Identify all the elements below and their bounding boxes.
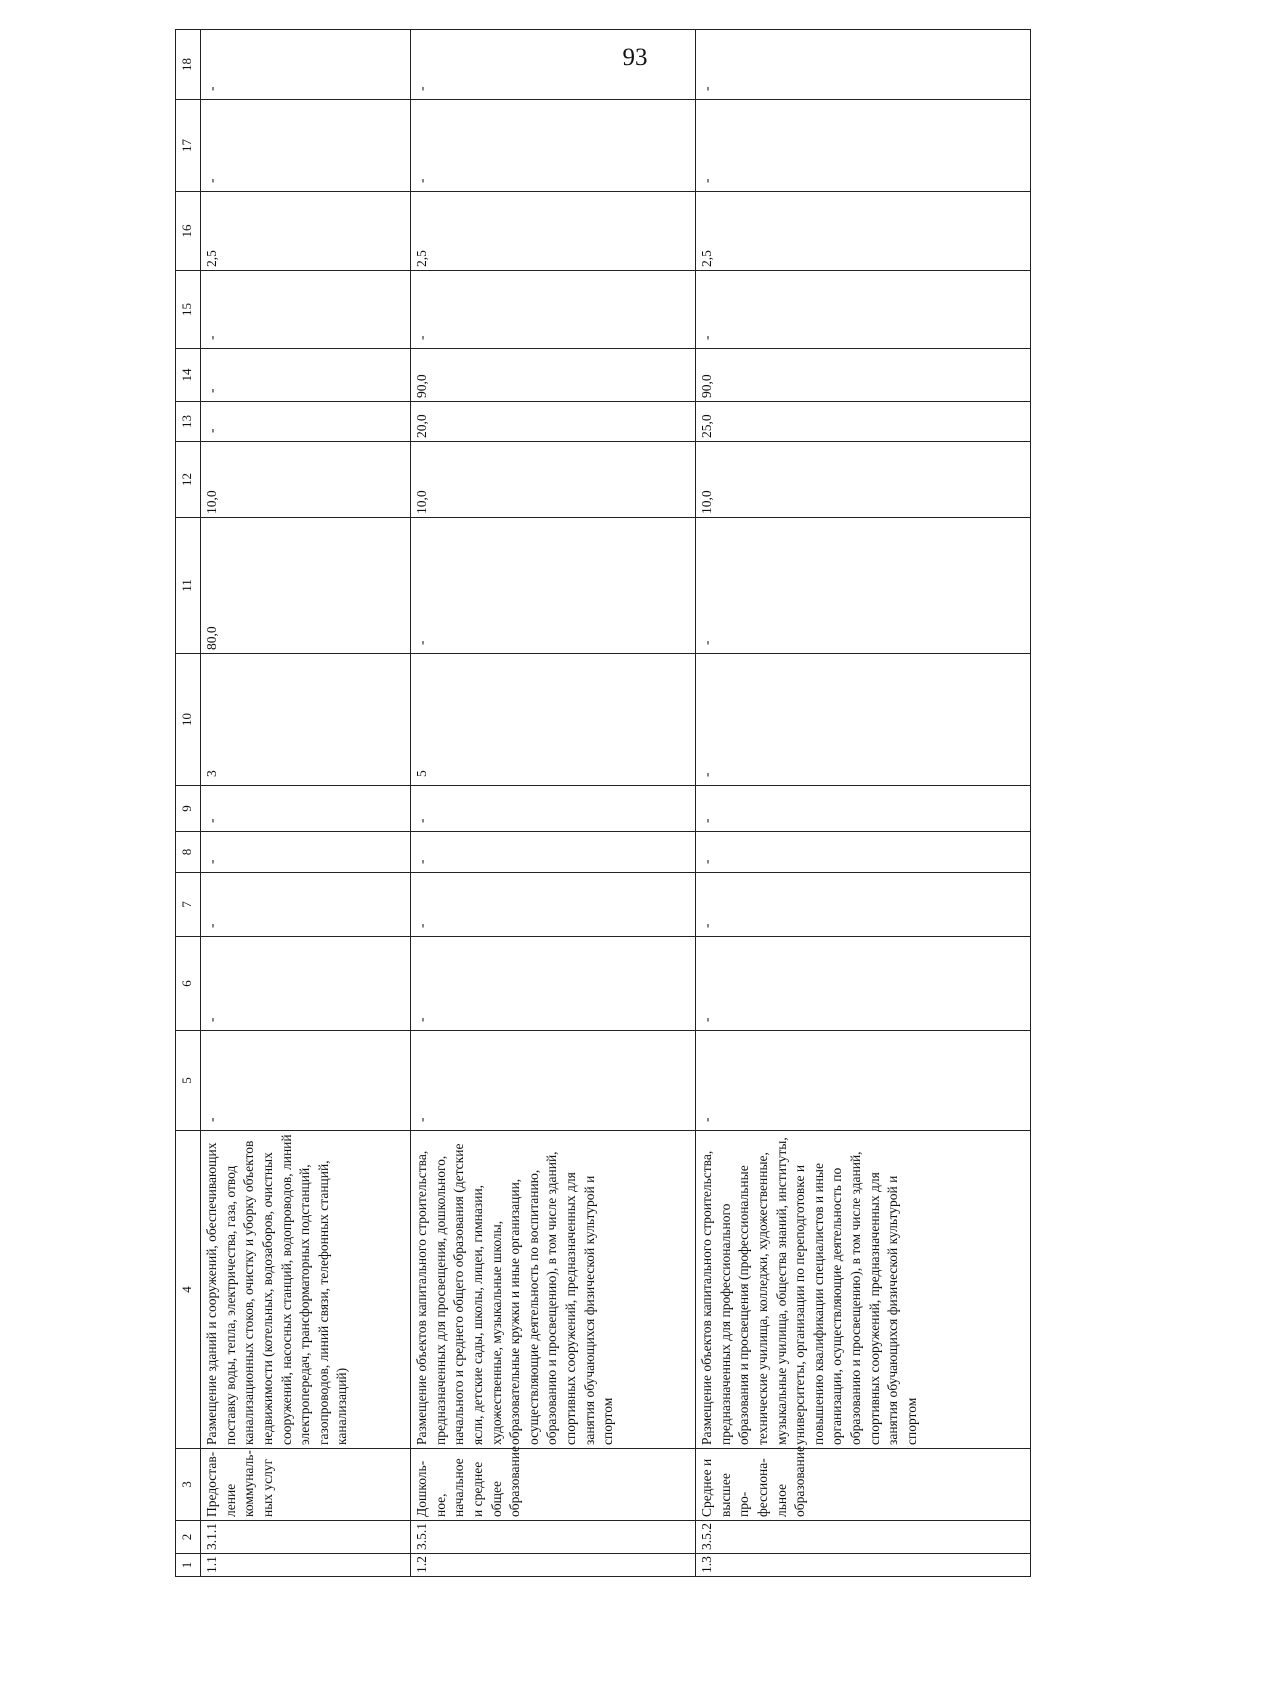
col-header: 8 bbox=[176, 832, 201, 873]
table-cell: - bbox=[411, 832, 696, 873]
col-header: 18 bbox=[176, 30, 201, 100]
use-name: Дошколь-ное, начальное и среднее общее образование bbox=[411, 1449, 696, 1521]
rotated-table-container bbox=[175, 58, 1025, 1577]
table-cell: 2,5 bbox=[201, 192, 411, 271]
table-cell: - bbox=[696, 30, 1031, 100]
table-cell: - bbox=[411, 518, 696, 654]
use-description: Размещение объектов капитального строительства, предназначенных для профессионального образования и просвещения (профессиональные технические училища, колледжи, художественные, музыкальные училища, общества знаний, институты, университеты, организации по переподготовке и повышению квалификации специалистов и иные организации, осуществляющие деятельность по образованию и просвещению), в том числе зданий, спортивных сооружений, предназначенных для занятия обучающихся физической культурой и спортом bbox=[696, 1131, 1031, 1449]
col-header: 11 bbox=[176, 518, 201, 654]
land-use-regulations-table bbox=[175, 29, 1031, 1577]
table-cell: 90,0 bbox=[411, 349, 696, 402]
table-cell: - bbox=[696, 518, 1031, 654]
table-cell: - bbox=[201, 1031, 411, 1131]
table-cell: 10,0 bbox=[411, 442, 696, 518]
table-cell: - bbox=[201, 832, 411, 873]
use-code: 3.5.1 bbox=[411, 1521, 696, 1554]
page-number: 93 bbox=[622, 44, 648, 71]
table-cell: - bbox=[696, 271, 1031, 349]
table-cell: 2,5 bbox=[696, 192, 1031, 271]
table-cell: - bbox=[201, 100, 411, 192]
table-cell: - bbox=[201, 873, 411, 937]
header-row bbox=[176, 30, 201, 1577]
row-number: 1.2 bbox=[411, 1554, 696, 1577]
table-cell: 10,0 bbox=[696, 442, 1031, 518]
col-header: 4 bbox=[176, 1131, 201, 1449]
col-header: 2 bbox=[176, 1521, 201, 1554]
table-cell: - bbox=[201, 349, 411, 402]
table-cell: - bbox=[411, 100, 696, 192]
col-header: 14 bbox=[176, 349, 201, 402]
use-code: 3.5.2 bbox=[696, 1521, 1031, 1554]
table-cell: - bbox=[411, 30, 696, 100]
table-cell: - bbox=[201, 937, 411, 1031]
table-cell: - bbox=[201, 30, 411, 100]
table-row bbox=[411, 30, 696, 1577]
table-row bbox=[201, 30, 411, 1577]
use-description: Размещение зданий и сооружений, обеспечивающих поставку воды, тепла, электричества, газа, отвод канализационных стоков, очистку и уборку объектов недвижимости (котельных, водозаборов, очистных сооружений, насосных станций, водопроводов, линий электропередач, трансформаторных подстанций, газопроводов, линий связи, телефонных станций, канализаций) bbox=[201, 1131, 411, 1449]
col-header: 13 bbox=[176, 402, 201, 442]
row-number: 1.3 bbox=[696, 1554, 1031, 1577]
table-cell: - bbox=[696, 832, 1031, 873]
table-cell: - bbox=[411, 873, 696, 937]
table-cell: 25,0 bbox=[696, 402, 1031, 442]
col-header: 10 bbox=[176, 654, 201, 786]
table-cell: - bbox=[411, 271, 696, 349]
use-description: Размещение объектов капитального строительства, предназначенных для просвещения, дошкольного, начального и среднего общего образования (детские ясли, детские сады, школы, лицеи, гимназии, художественные, музыкальные школы, образовательные кружки и иные организации, осуществляющие деятельность по воспитанию, образованию и просвещению), в том числе зданий, спортивных сооружений, предназначенных для занятия обучающихся физической культурой и спортом bbox=[411, 1131, 696, 1449]
col-header: 7 bbox=[176, 873, 201, 937]
table-cell: 80,0 bbox=[201, 518, 411, 654]
table-row bbox=[696, 30, 1031, 1577]
table-cell: - bbox=[411, 937, 696, 1031]
col-header: 17 bbox=[176, 100, 201, 192]
table-frame bbox=[175, 58, 1025, 1577]
table-cell: - bbox=[696, 786, 1031, 832]
table-cell: - bbox=[411, 786, 696, 832]
col-header: 15 bbox=[176, 271, 201, 349]
use-code: 3.1.1 bbox=[201, 1521, 411, 1554]
col-header: 3 bbox=[176, 1449, 201, 1521]
use-name: Среднее и высшее про-фессиона-льное образование bbox=[696, 1449, 1031, 1521]
col-header: 1 bbox=[176, 1554, 201, 1577]
use-name: Предостав-ление коммуналь-ных услуг bbox=[201, 1449, 411, 1521]
table-cell: - bbox=[696, 654, 1031, 786]
table-cell: - bbox=[201, 271, 411, 349]
table-cell: 5 bbox=[411, 654, 696, 786]
table-cell: 10,0 bbox=[201, 442, 411, 518]
row-number: 1.1 bbox=[201, 1554, 411, 1577]
col-header: 16 bbox=[176, 192, 201, 271]
table-cell: - bbox=[696, 937, 1031, 1031]
table-cell: - bbox=[201, 402, 411, 442]
table-cell: - bbox=[696, 873, 1031, 937]
table-cell: 2,5 bbox=[411, 192, 696, 271]
table-cell: 90,0 bbox=[696, 349, 1031, 402]
table-cell: - bbox=[411, 1031, 696, 1131]
table-cell: 3 bbox=[201, 654, 411, 786]
col-header: 9 bbox=[176, 786, 201, 832]
col-header: 6 bbox=[176, 937, 201, 1031]
col-header: 12 bbox=[176, 442, 201, 518]
table-cell: - bbox=[696, 100, 1031, 192]
table-cell: - bbox=[201, 786, 411, 832]
table-cell: - bbox=[696, 1031, 1031, 1131]
col-header: 5 bbox=[176, 1031, 201, 1131]
table-cell: 20,0 bbox=[411, 402, 696, 442]
